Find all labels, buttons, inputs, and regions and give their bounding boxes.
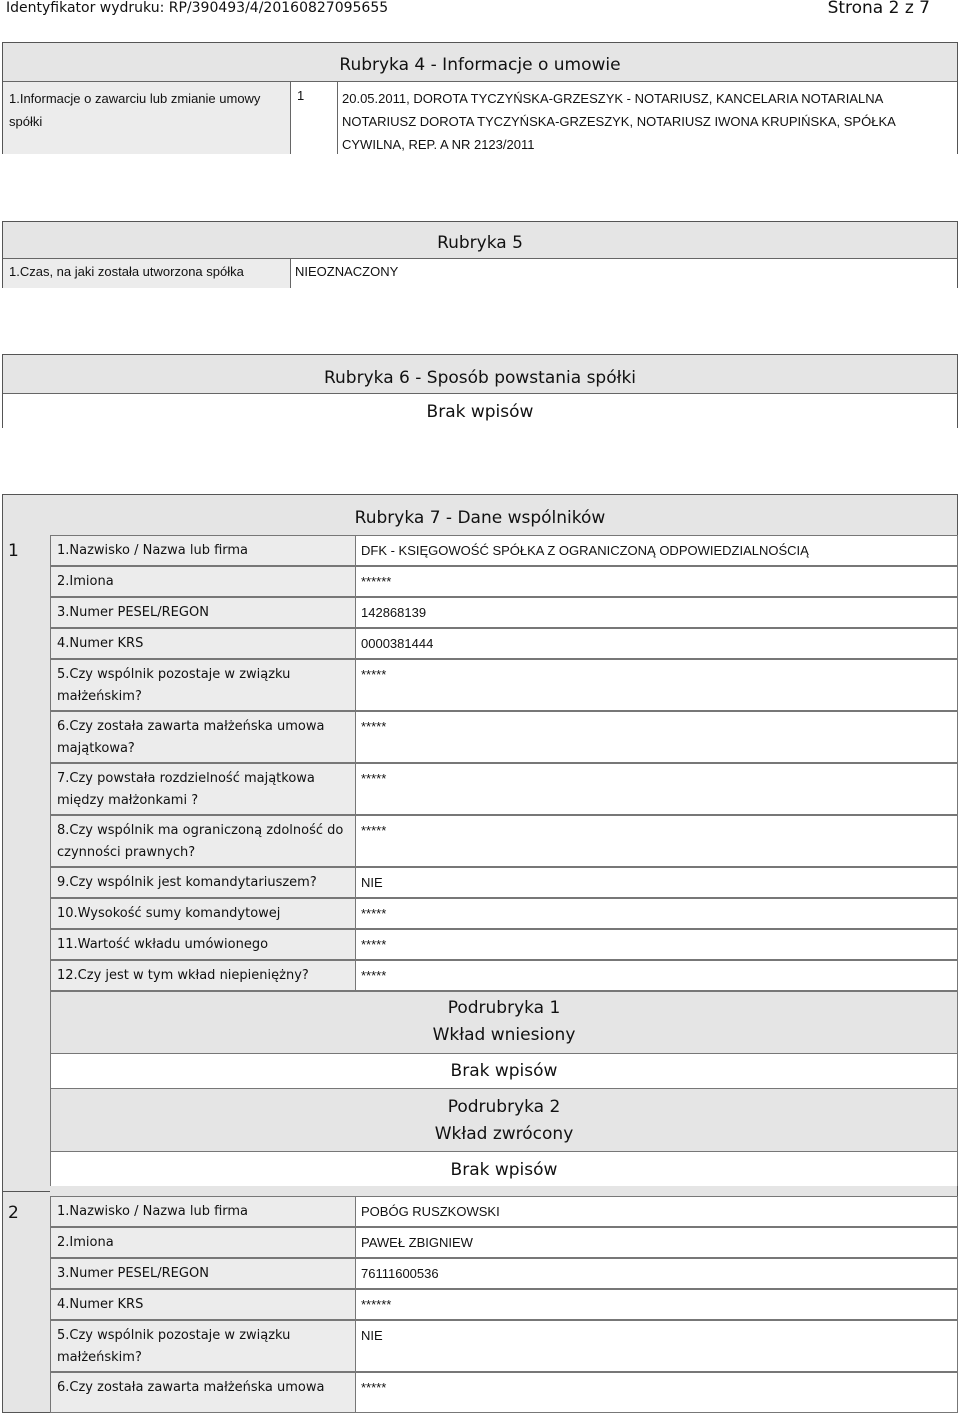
p2-row-5-label: 5.Czy wspólnik pozostaje w związku małżeńskim? bbox=[51, 1321, 356, 1371]
p1-row-2 bbox=[50, 566, 958, 597]
r5-label-text: 1.Czas, na jaki została utworzona spółka bbox=[9, 264, 244, 279]
r4-num bbox=[291, 81, 338, 154]
p1-row-9-value: NIE bbox=[361, 875, 383, 890]
p2-row-1-value: POBÓG RUSZKOWSKI bbox=[361, 1204, 500, 1219]
r5-label bbox=[3, 258, 291, 288]
p1-row-12-label: 12.Czy jest w tym wkład niepieniężny? bbox=[51, 961, 356, 990]
r6-section bbox=[2, 354, 958, 428]
p2-row-4-value: ****** bbox=[361, 1297, 392, 1312]
p1-sub2-subtitle: Wkład zwrócony bbox=[434, 1124, 574, 1144]
p1-row-11 bbox=[50, 929, 958, 960]
r6-empty: Brak wpisów bbox=[426, 402, 534, 422]
p1-sub2-title: Podrubryka 2 bbox=[447, 1097, 561, 1117]
p1-row-6-label: 6.Czy została zawarta małżeńska umowa majątkowa? bbox=[51, 712, 356, 762]
p2-row-4-label: 4.Numer KRS bbox=[51, 1290, 356, 1319]
r4-label-text: 1.Informacje o zawarciu lub zmianie umowy spółki bbox=[9, 91, 261, 129]
partner-2-number: 2 bbox=[8, 1203, 19, 1223]
p1-row-9-label: 9.Czy wspólnik jest komandytariuszem? bbox=[51, 868, 356, 897]
p2-row-5-value: NIE bbox=[361, 1328, 383, 1343]
p2-row-2-label: 2.Imiona bbox=[51, 1228, 356, 1257]
p1-row-4 bbox=[50, 628, 958, 659]
p2-row-2 bbox=[50, 1227, 958, 1258]
p1-row-5-label: 5.Czy wspólnik pozostaje w związku małżeńskim? bbox=[51, 660, 356, 710]
p2-row-1-label: 1.Nazwisko / Nazwa lub firma bbox=[51, 1197, 356, 1226]
r4-value bbox=[338, 81, 957, 154]
p2-row-2-value: PAWEŁ ZBIGNIEW bbox=[361, 1235, 473, 1250]
p1-sub2 bbox=[50, 1088, 958, 1186]
p1-row-12-value: ***** bbox=[361, 968, 387, 983]
p1-sub1-empty-box bbox=[51, 1053, 957, 1088]
r7-title: Rubryka 7 - Dane wspólników bbox=[354, 508, 606, 528]
p1-row-3-value: 142868139 bbox=[361, 605, 427, 620]
p1-row-10 bbox=[50, 898, 958, 929]
p2-row-6 bbox=[50, 1372, 958, 1413]
p1-row-5-value: ***** bbox=[361, 667, 387, 682]
p2-row-1 bbox=[50, 1196, 958, 1227]
p2-row-3-value: 76111600536 bbox=[361, 1266, 439, 1281]
p2-row-4 bbox=[50, 1289, 958, 1320]
p1-row-12 bbox=[50, 960, 958, 991]
r4-section bbox=[2, 42, 958, 154]
p1-row-1 bbox=[50, 535, 958, 566]
p1-row-6-value: ***** bbox=[361, 719, 387, 734]
p2-row-5 bbox=[50, 1320, 958, 1372]
r5-value-text: NIEOZNACZONY bbox=[295, 264, 399, 279]
r4-num-text: 1 bbox=[297, 88, 305, 103]
r5-section bbox=[2, 221, 958, 288]
p1-row-6 bbox=[50, 711, 958, 763]
p1-row-7 bbox=[50, 763, 958, 815]
page-number: Strona 2 z 7 bbox=[827, 0, 930, 18]
p1-row-11-label: 11.Wartość wkładu umówionego bbox=[51, 930, 356, 959]
p1-row-8 bbox=[50, 815, 958, 867]
p1-row-4-value: 0000381444 bbox=[361, 636, 434, 651]
p1-sub2-empty: Brak wpisów bbox=[450, 1160, 558, 1180]
r6-title: Rubryka 6 - Sposób powstania spółki bbox=[323, 368, 637, 388]
p1-row-7-label: 7.Czy powstała rozdzielność majątkowa między małżonkami ? bbox=[51, 764, 356, 814]
r4-title: Rubryka 4 - Informacje o umowie bbox=[339, 55, 621, 75]
p1-row-7-value: ***** bbox=[361, 771, 387, 786]
r5-value bbox=[291, 258, 957, 288]
p1-row-2-label: 2.Imiona bbox=[51, 567, 356, 596]
p1-sub1 bbox=[50, 991, 958, 1088]
p2-row-6-value: ***** bbox=[361, 1380, 387, 1395]
p1-sub1-title: Podrubryka 1 bbox=[447, 998, 561, 1018]
p1-row-1-label: 1.Nazwisko / Nazwa lub firma bbox=[51, 536, 356, 565]
p1-row-10-label: 10.Wysokość sumy komandytowej bbox=[51, 899, 356, 928]
p1-row-11-value: ***** bbox=[361, 937, 387, 952]
p1-row-2-value: ****** bbox=[361, 574, 392, 589]
p1-row-8-label: 8.Czy wspólnik ma ograniczoną zdolność do czynności prawnych? bbox=[51, 816, 356, 866]
p1-row-1-value: DFK - KSIĘGOWOŚĆ SPÓŁKA Z OGRANICZONĄ ODPOWIEDZIALNOŚCIĄ bbox=[361, 543, 809, 558]
partner-1-number: 1 bbox=[8, 541, 19, 561]
p1-sub1-subtitle: Wkład wniesiony bbox=[432, 1025, 576, 1045]
p1-row-10-value: ***** bbox=[361, 906, 387, 921]
p1-row-3 bbox=[50, 597, 958, 628]
r4-value-text: 20.05.2011, DOROTA TYCZYŃSKA-GRZESZYK - NOTARIUSZ, KANCELARIA NOTARIALNA NOTARIUSZ DOROTA TYCZYŃSKA-GRZESZYK, NOTARIUSZ IWONA KRUPIŃSKA, SPÓŁKA CYWILNA, REP. A NR 2123/2011 bbox=[342, 91, 896, 152]
print-identifier: Identyfikator wydruku: RP/390493/4/20160827095655 bbox=[6, 0, 389, 16]
p1-row-5 bbox=[50, 659, 958, 711]
print-header bbox=[0, 0, 960, 20]
p1-row-3-label: 3.Numer PESEL/REGON bbox=[51, 598, 356, 627]
partner-divider bbox=[2, 1191, 50, 1192]
p1-row-4-label: 4.Numer KRS bbox=[51, 629, 356, 658]
r4-label bbox=[3, 81, 291, 154]
p2-row-3 bbox=[50, 1258, 958, 1289]
p1-sub1-empty: Brak wpisów bbox=[450, 1061, 558, 1081]
p1-sub2-empty-box bbox=[51, 1151, 957, 1186]
p1-row-9 bbox=[50, 867, 958, 898]
p2-row-3-label: 3.Numer PESEL/REGON bbox=[51, 1259, 356, 1288]
p2-row-6-label: 6.Czy została zawarta małżeńska umowa bbox=[51, 1373, 356, 1412]
p1-row-8-value: ***** bbox=[361, 823, 387, 838]
r5-title: Rubryka 5 bbox=[437, 233, 523, 253]
r6-empty-box bbox=[3, 393, 957, 428]
